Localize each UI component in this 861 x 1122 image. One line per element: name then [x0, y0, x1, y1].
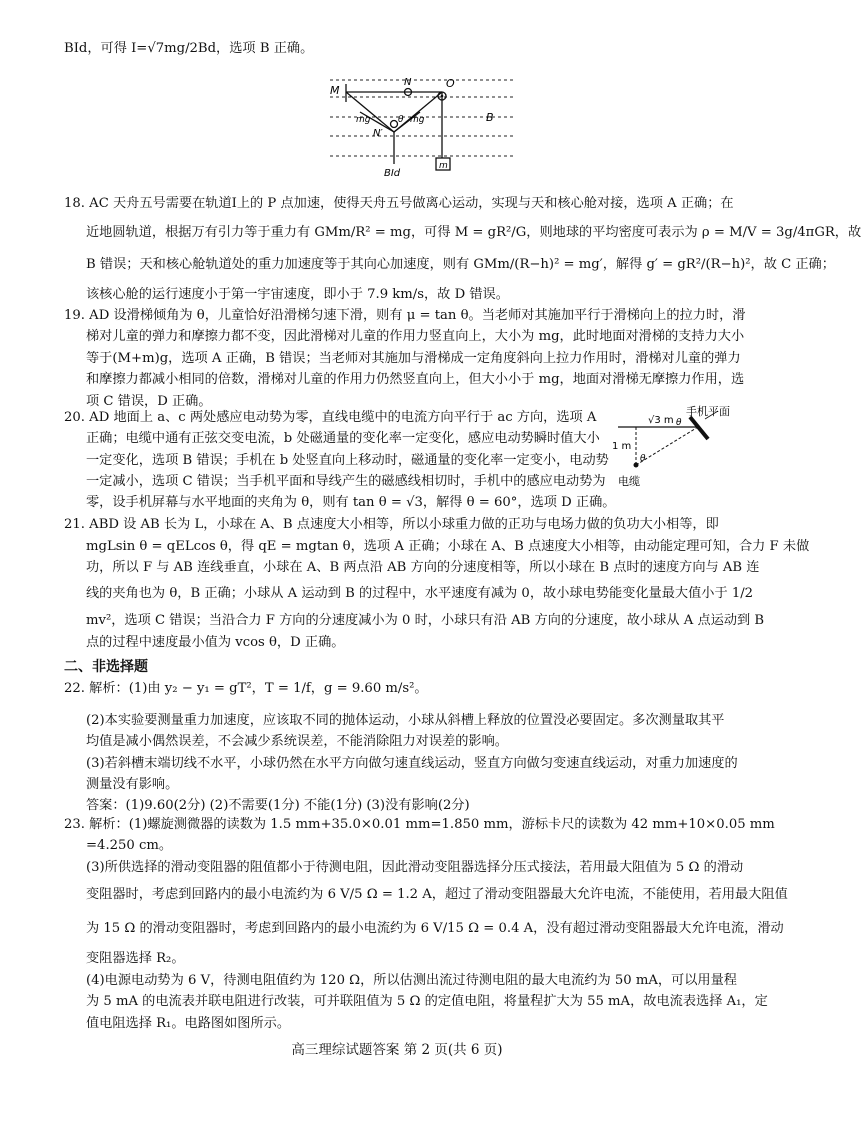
- fig1-label-B: B: [486, 111, 494, 124]
- fig1-label-theta: θ: [398, 115, 404, 125]
- fig1-label-bld: BId: [384, 168, 401, 179]
- q23-line-7: (4)电源电动势为 6 V，待测电阻值约为 120 Ω，所以估测出流过待测电阻的最大电流约为 50 mA，可以用量程: [86, 973, 737, 988]
- q20-line-3: 一定变化，选项 B 错误；手机在 b 处竖直向上移动时，磁通量的变化率一定变小，电动势: [86, 453, 609, 468]
- q19-line-4: 和摩擦力都减小相同的倍数，滑梯对儿童的作用力仍然竖直向上，但大小小于 mg，地面对滑梯无摩擦力作用，选: [86, 372, 745, 387]
- q23-line-3: (3)所供选择的滑动变阻器的阻值都小于待测电阻，因此滑动变阻器选择分压式接法，若用最大阻值为 5 Ω 的滑动: [86, 860, 744, 875]
- phone-cable-diagram: [608, 405, 738, 500]
- fig2-label-sqrt3m: √3 m: [648, 415, 674, 426]
- force-diagram: [320, 72, 520, 180]
- q22-line-2: (2)本实验要测量重力加速度，应该取不同的抛体运动，小球从斜槽上释放的位置没必要固定。多次测量取其平: [86, 713, 725, 728]
- q23-line-6: 变阻器选择 R₂。: [86, 951, 185, 966]
- q22-line-1: 22. 解析：(1)由 y₂ − y₁ = gT²，T = 1/f，g = 9.60 m/s²。: [64, 681, 428, 696]
- q21-line-2: mgLsin θ = qELcos θ，得 qE = mgtan θ，选项 A 正确；小球在 A、B 点速度大小相等，由动能定理可知，合力 F 未做: [86, 539, 810, 554]
- q20-line-4: 一定减小，选项 C 错误；当手机平面和导线产生的磁感线相切时，手机中的感应电动势为: [86, 474, 606, 489]
- fig1-label-N: N: [404, 77, 412, 88]
- fig1-label-mg-right: mg: [410, 115, 425, 125]
- q22-line-3: 均值是减小偶然误差，不会减少系统误差，不能消除阻力对误差的影响。: [86, 734, 508, 749]
- fig1-label-Nprime: N′: [373, 128, 383, 139]
- q21-line-3: 功，所以 F 与 AB 连线垂直，小球在 A、B 两点沿 AB 方向的分速度相等，所以小球在 B 点时的速度方向与 AB 连: [86, 560, 760, 575]
- fig2-label-phone: 手机平面: [686, 405, 730, 418]
- fig2-label-cable: 电缆: [618, 475, 640, 488]
- fig1-label-mg-left: mg: [356, 115, 371, 125]
- q21-line-5: mv²，选项 C 错误；当沿合力 F 方向的分速度减小为 0 时，小球只有沿 AB 方向的分速度，故小球从 A 点运动到 B: [86, 613, 765, 628]
- q21-line-6: 点的过程中速度最小值为 vcos θ，D 正确。: [86, 635, 345, 650]
- q23-line-1: 23. 解析：(1)螺旋测微器的读数为 1.5 mm+35.0×0.01 mm=1.850 mm，游标卡尺的读数为 42 mm+10×0.05 mm: [64, 817, 775, 832]
- page-footer: 高三理综试题答案 第 2 页(共 6 页): [291, 1042, 503, 1058]
- q19-line-5: 项 C 错误，D 正确。: [86, 394, 212, 409]
- q19-line-2: 梯对儿童的弹力和摩擦力都不变，因此滑梯对儿童的作用力竖直向上，大小为 mg，此时地面对滑梯的支持力大小: [86, 329, 745, 344]
- q23-line-8: 为 5 mA 的电流表并联电阻进行改装，可并联阻值为 5 Ω 的定值电阻，将量程扩大为 55 mA，故电流表选择 A₁，定: [86, 994, 768, 1009]
- fig2-label-theta: θ: [676, 418, 682, 428]
- q20-line-1: 20. AD 地面上 a、c 两处感应电动势为零，直线电缆中的电流方向平行于 ac 方向，选项 A: [64, 410, 597, 425]
- q22-line-4: (3)若斜槽末端切线不水平，小球仍然在水平方向做匀速直线运动，竖直方向做匀变速直线运动，对重力加速度的: [86, 756, 738, 771]
- fig1-label-m: m: [439, 161, 448, 171]
- q20-line-2: 正确；电缆中通有正弦交变电流，b 处磁通量的变化率一定变化，感应电动势瞬时值大小: [86, 431, 600, 446]
- q21-line-4: 线的夹角也为 θ，B 正确；小球从 A 运动到 B 的过程中，水平速度有减为 0，故小球电势能变化量最大值小于 1/2: [86, 586, 754, 601]
- q23-line-9: 值电阻选择 R₁。电路图如图所示。: [86, 1016, 291, 1031]
- q19-line-3: 等于(M+m)g，选项 A 正确，B 错误；当老师对其施加与滑梯成一定角度斜向上拉力作用时，滑梯对儿童的弹力: [86, 351, 741, 366]
- q23-line-5: 为 15 Ω 的滑动变阻器时，考虑到回路内的最小电流约为 6 V/15 Ω = 0.4 A，没有超过滑动变阻器最大允许电流，滑动: [86, 921, 784, 936]
- q18-line-2: 近地圆轨道，根据万有引力等于重力有 GMm/R² = mg，可得 M = gR²/G，则地球的平均密度可表示为 ρ = M/V = 3g/4πGR，故: [86, 225, 861, 240]
- q23-line-2: =4.250 cm。: [86, 838, 173, 853]
- fig2-label-theta2: θ: [640, 454, 646, 464]
- q18-line-3: B 错误；天和核心舱轨道处的重力加速度等于其向心加速度，则有 GMm/(R−h)² = mg′，解得 g′ = gR²/(R−h)²，故 C 正确；: [86, 257, 835, 272]
- q18-line-4: 该核心舱的运行速度小于第一宇宙速度，即小于 7.9 km/s，故 D 错误。: [86, 287, 509, 302]
- q23-line-4: 变阻器时，考虑到回路内的最小电流约为 6 V/5 Ω = 1.2 A，超过了滑动变阻器最大允许电流，不能使用，若用最大阻值: [86, 887, 788, 902]
- fig1-label-M: M: [330, 84, 340, 97]
- q22-line-5: 测量没有影响。: [86, 777, 179, 792]
- section-heading-2: 二、非选择题: [64, 659, 148, 675]
- fig2-label-1m: 1 m: [612, 441, 632, 452]
- q22-answer: 答案：(1)9.60(2分) (2)不需要(1分) 不能(1分) (3)没有影响(2分): [86, 798, 470, 813]
- intro-line: BId，可得 I=√7mg/2Bd，选项 B 正确。: [64, 41, 314, 56]
- fig1-label-O: O: [446, 77, 455, 90]
- q21-line-1: 21. ABD 设 AB 长为 L，小球在 A、B 点速度大小相等，所以小球重力做的正功与电场力做的负功大小相等，即: [64, 517, 719, 532]
- q19-line-1: 19. AD 设滑梯倾角为 θ，儿童恰好沿滑梯匀速下滑，则有 μ = tan θ。当老师对其施加平行于滑梯向上的拉力时，滑: [64, 308, 746, 323]
- q18-line-1: 18. AC 天舟五号需要在轨道Ⅰ上的 P 点加速，使得天舟五号做离心运动，实现与天和核心舱对接，选项 A 正确；在: [64, 196, 734, 211]
- q20-line-5: 零，设手机屏幕与水平地面的夹角为 θ，则有 tan θ = √3，解得 θ = 60°，选项 D 正确。: [86, 495, 616, 510]
